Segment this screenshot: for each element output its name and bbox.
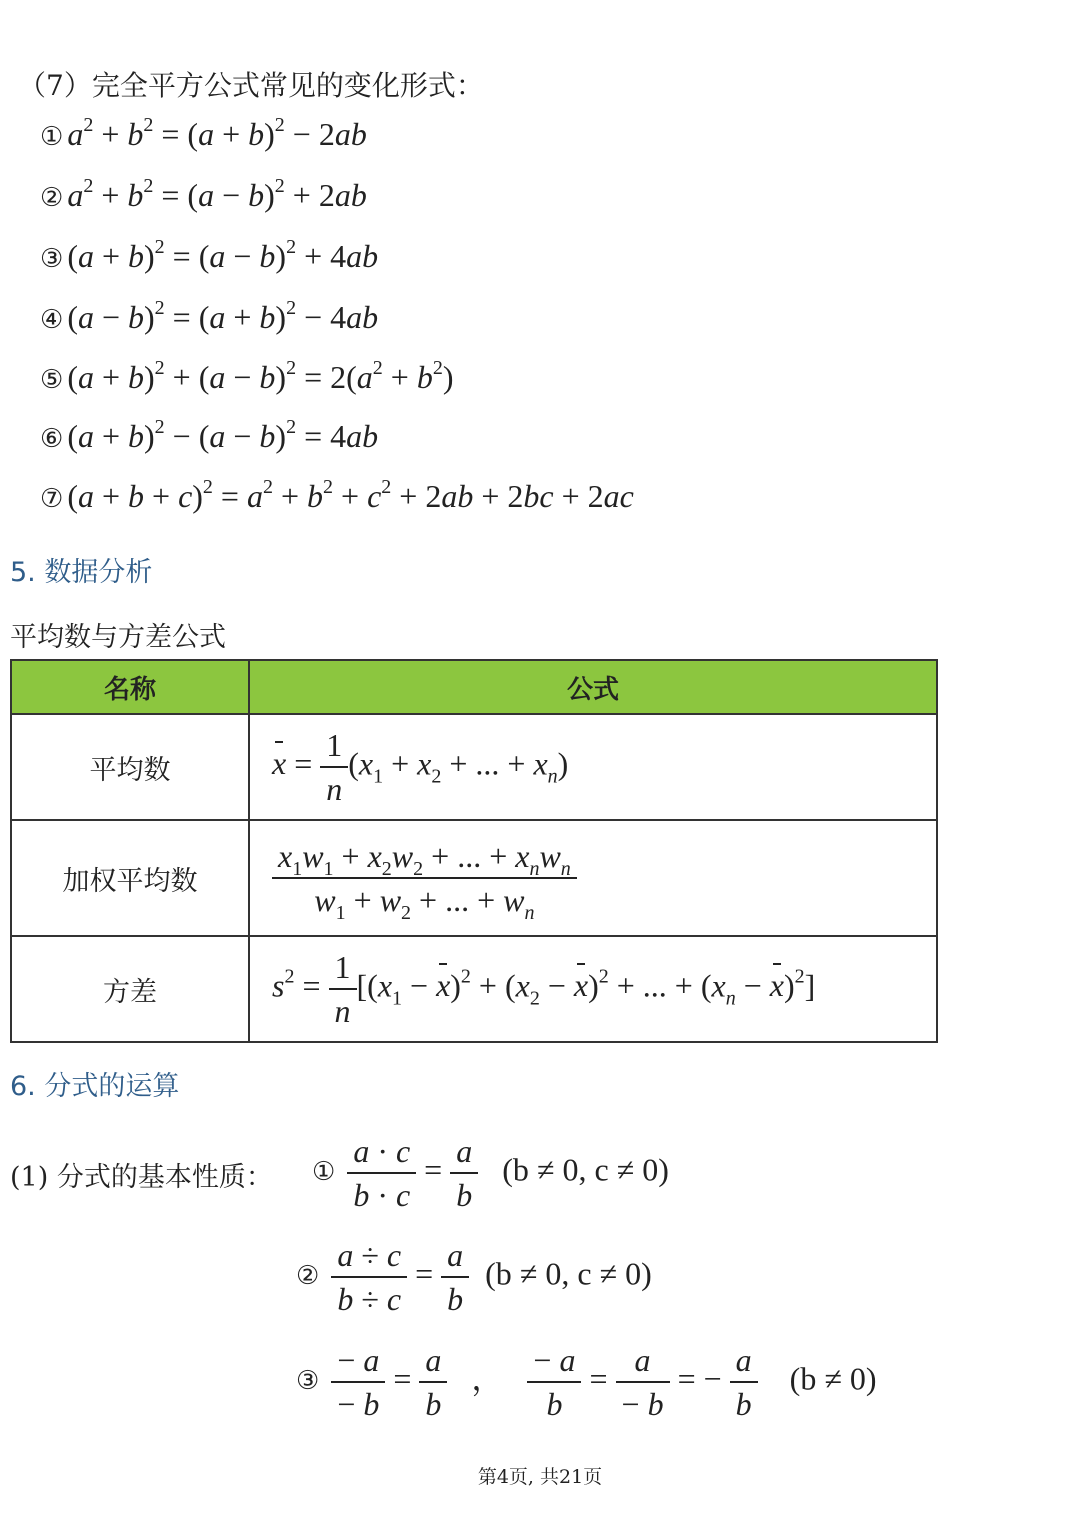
table-row [11,820,937,936]
formula-item-5: ⑤ $(a + b)^2 + (a - b)^2 = 2(a^2 + b^2)$ [40,357,454,395]
header-name: 名称 [11,660,249,714]
table-caption: 平均数与方差公式 [10,622,226,653]
weighted-mean-formula-cell [249,820,937,936]
header-formula: 公式 [249,660,937,714]
table-header-row [11,660,937,714]
fraction-property-1: ① $\frac{a \cdot c}{b \cdot c}$ = $\frac{a}{b}$ (b ≠ 0, c ≠ 0) [312,1133,669,1213]
item-number: ② [40,183,64,213]
item-number: ③ [296,1366,320,1397]
row-name-variance: 方差 [11,936,249,1042]
variance-formula: $s^2$ = $\frac{1}{n}$ [$(x_1 - x)^2 + (x_2 - x)^2$ + ... + $(x_n - x)^2$] [272,949,816,1029]
mean-formula-cell [249,714,937,820]
row-name-mean: 平均数 [11,714,249,820]
formula-item-4: ④ $(a - b)^2 = (a + b)^2 - 4ab$ [40,297,379,335]
weighted-mean-formula: $\frac{x_1w_1 + x_2w_2 + ... + x_nw_n}{w_1 + w_2 + ... + w_n}$ [272,839,577,917]
formula-item-7: ⑦ $(a + b + c)^2 = a^2 + b^2 + c^2 + 2ab + 2bc + 2ac$ [40,476,634,514]
table-row [11,936,937,1042]
variance-formula-cell [249,936,937,1042]
fraction-property-heading: (1) 分式的基本性质： [10,1162,273,1193]
condition: (b ≠ 0, c ≠ 0) [502,1151,669,1188]
condition: (b ≠ 0, c ≠ 0) [485,1255,652,1292]
separator: ， [471,1360,504,1397]
item-number: ⑤ [40,365,64,395]
item-number: ① [40,122,64,152]
item-number: ⑦ [40,484,64,514]
formula-item-3: ③ $(a + b)^2 = (a - b)^2 + 4ab$ [40,236,379,274]
page-footer: 第4页, 共21页 [477,1466,603,1488]
condition: (b ≠ 0) [789,1360,877,1397]
formula-table [10,659,938,1043]
fraction-property-3: ③ $\frac{- a}{- b}$ = $\frac{a}{b}$ ， $\frac{- a}{b}$ = $\frac{a}{- b}$ = − $\frac{a}{b}$ (b ≠ 0) [296,1342,877,1422]
row-name-weighted-mean: 加权平均数 [11,820,249,936]
formula-item-2: ② $a^2 + b^2 = (a - b)^2 + 2ab$ [40,175,367,213]
section-7-heading: （7）完全平方公式常见的变化形式： [18,69,484,102]
mean-formula: x = $\frac{1}{n}$ ($x_1 + x_2$ + ... + $x_n$) [272,727,569,807]
fraction-property-2: ② $\frac{a \div c}{b \div c}$ = $\frac{a}{b}$ (b ≠ 0, c ≠ 0) [296,1237,652,1317]
formula-item-6: ⑥ $(a + b)^2 - (a - b)^2 = 4ab$ [40,416,379,454]
item-number: ① [312,1157,336,1188]
item-number: ③ [40,244,64,274]
formula-item-1: ① $a^2 + b^2 = (a + b)^2 - 2ab$ [40,114,367,152]
item-number: ② [296,1261,320,1292]
section-6-heading: 6. 分式的运算 [10,1071,180,1102]
section-5-heading: 5. 数据分析 [10,557,153,588]
item-number: ④ [40,305,64,335]
item-number: ⑥ [40,424,64,454]
table-row [11,714,937,820]
